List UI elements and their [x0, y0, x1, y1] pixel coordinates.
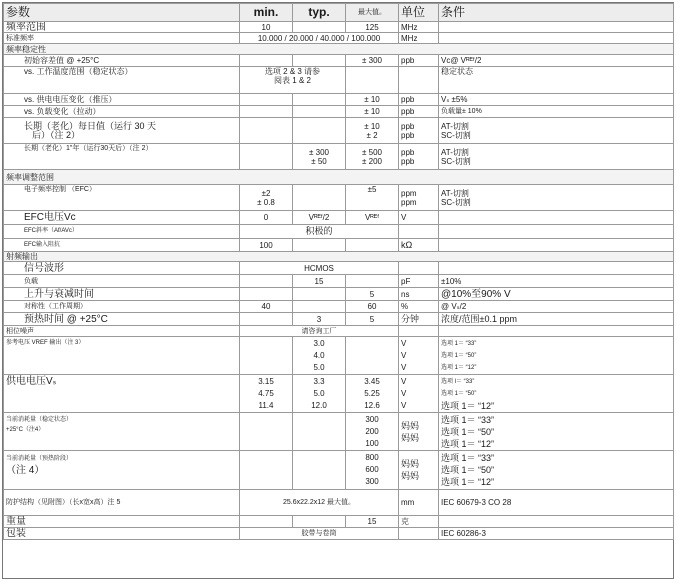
cell-unit-1: ppb [401, 147, 415, 157]
row-label: 防护结构（见附图）（长x宽x高）注 5 [4, 490, 240, 516]
cell-min-1: ±2 [261, 188, 271, 198]
cell-typ-1: ± 300 [309, 147, 329, 157]
row-label: 标准频率 [4, 33, 240, 44]
table-row [4, 288, 674, 301]
row-label: 参考电压 VREF 输出（注 3） [4, 337, 240, 375]
row-label: 信号波形 [4, 262, 240, 275]
header-unit: 单位 [399, 4, 439, 22]
row-label: 长期（老化）1"年（运行30天后）（注 2） [4, 144, 240, 170]
cell-max: Vᴿᴱᶠ [346, 211, 399, 225]
table-row [4, 516, 674, 528]
table-row [4, 225, 674, 239]
row-label-line1: 长期（老化）每日值（运行 30 天 [24, 120, 157, 131]
row-label: EFC斜率（Af/AVc） [4, 225, 240, 239]
row-label: 预热时间 @ +25°C [4, 313, 240, 326]
cell-unit-1: ppb [401, 121, 415, 131]
cell-cond: 浓度/范围±0.1 ppm [439, 313, 674, 326]
table-row [4, 275, 674, 288]
table-row [4, 55, 674, 67]
cell-max-1: ± 500 [362, 147, 382, 157]
table-row [4, 33, 674, 44]
row-label: EFC电压Vc [4, 211, 240, 225]
cell-max-2: 200 [365, 426, 379, 436]
cell-cond-1: 选项 1＝ “33” [441, 414, 495, 425]
cell-cond: IEC 60286-3 [439, 528, 674, 540]
cell-max-2: ± 2 [366, 130, 378, 140]
row-label: 包装 [4, 528, 240, 540]
cell-max: 5 [346, 313, 399, 326]
temp-note-line2: 阅表 1 & 2 [274, 76, 311, 85]
cell-typ: Vᴿᴱᶠ/2 [293, 211, 346, 225]
cell-typ-3: 12.0 [311, 400, 327, 410]
row-label: 频率范围 [4, 22, 240, 33]
cell-cond-2: SC-切割 [441, 130, 471, 140]
row-label: 相位噪声 [4, 326, 240, 337]
cell-unit-1: ppm [401, 188, 417, 198]
table-row [4, 185, 674, 211]
table-row [4, 144, 674, 170]
cell-value: 积极的 [240, 225, 399, 239]
cell-min-2: ± 0.8 [257, 197, 275, 207]
header-min: min. [240, 4, 293, 22]
cell-unit: pF [399, 275, 439, 288]
cell-typ-2: 4.0 [313, 350, 325, 360]
cell-unit-2: V [401, 350, 407, 360]
section-title: 频率稳定性 [4, 44, 674, 55]
cell-value: 请咨询工厂 [240, 326, 399, 337]
row-label: 上升与衰减时间 [4, 288, 240, 301]
cell-min-2: 4.75 [258, 388, 274, 398]
cell-unit: ppb [399, 106, 439, 118]
cell-cond-2: 选项 1＝ “50” [441, 465, 495, 475]
table-row [4, 118, 674, 144]
cell-cond-2: SC-切割 [441, 156, 471, 166]
row-label: vs. 负载变化（拉动） [4, 106, 240, 118]
row-label: vs. 供电电压变化（推压） [4, 94, 240, 106]
cell-max: ±5 [346, 185, 399, 211]
cell-unit-2: ppb [401, 130, 415, 140]
section-row [4, 252, 674, 262]
cell-cond-1: 选项 1＝ “33” [441, 453, 495, 463]
cell-max: ± 10 [346, 106, 399, 118]
header-row [4, 4, 674, 22]
cell-cond-1: AT-切割 [441, 121, 469, 131]
cell-max: 60 [346, 301, 399, 313]
header-param: 参数 [4, 4, 240, 22]
cell-min: 10 [240, 22, 293, 33]
section-row [4, 170, 674, 185]
cell-max-1: 800 [365, 453, 379, 462]
cell-typ-3: 5.0 [313, 362, 325, 372]
cell-min-1: 3.15 [258, 376, 274, 386]
cell-cond-1: AT-切割 [441, 188, 469, 198]
cell-unit-1: V [401, 338, 407, 348]
table-row [4, 106, 674, 118]
cell-cond: 稳定状态 [439, 67, 674, 94]
header-max: 最大值。 [346, 4, 399, 22]
row-label-line1: 当前消耗量（预热阶段） [6, 456, 73, 462]
cell-unit: MHz [399, 33, 439, 44]
table-row [4, 22, 674, 33]
header-typ: typ. [293, 4, 346, 22]
table-row [4, 375, 674, 413]
cell-unit: ppb [399, 94, 439, 106]
cell-unit-2: V [401, 388, 407, 398]
cell-cond [439, 33, 674, 44]
cell-value: 10.000 / 20.000 / 40.000 / 100.000 [240, 33, 399, 44]
cell-unit-2: 妈妈 [401, 432, 420, 443]
cell-max-3: 300 [365, 477, 379, 486]
cell-cond-1: 选项 l＝ “33” [441, 378, 475, 385]
cell-typ: 15 [293, 275, 346, 288]
cell-cond-1: 选项 1＝ “33” [441, 340, 477, 347]
cell-unit: 克 [399, 516, 439, 528]
cell-cond: ±10% [439, 275, 674, 288]
cell-unit: 分钟 [399, 313, 439, 326]
cell-cond: Vс@ Vᴿᴱᶠ/2 [439, 55, 674, 67]
row-label-line2: （注 4） [6, 465, 45, 476]
cell-cond-2: 选项 1＝ “50” [441, 390, 477, 397]
header-cond: 条件 [439, 4, 674, 22]
cell-unit-2: ppm [401, 197, 417, 207]
cell-value: 25.6x22.2x12 最大值。 [240, 490, 399, 516]
cell-cond-3: 选项 1＝ “12” [441, 364, 477, 371]
table-row [4, 94, 674, 106]
cell-unit-1: 妈妈 [401, 420, 420, 431]
cell-cond: Vₛ ±5% [439, 94, 674, 106]
section-title: 射频输出 [4, 252, 674, 262]
row-label: 对称性（工作周期） [4, 301, 240, 313]
table-row [4, 528, 674, 540]
cell-unit-1: V [401, 376, 407, 386]
cell-unit: V [399, 211, 439, 225]
table-row [4, 239, 674, 252]
cell-cond-2: SC-切割 [441, 197, 471, 207]
cell-unit-1: 妈妈 [401, 459, 420, 469]
table-row [4, 313, 674, 326]
cell-max: ± 300 [346, 55, 399, 67]
cell-unit-3: V [401, 400, 407, 410]
spec-sheet [2, 2, 674, 579]
cell-max-3: 12.6 [364, 400, 380, 410]
cell-unit: ns [399, 288, 439, 301]
section-row [4, 44, 674, 55]
cell-unit: MHz [399, 22, 439, 33]
table-row [4, 67, 674, 94]
cell-unit-2: ppb [401, 156, 415, 166]
cell-value: 胶带与卷筒 [240, 528, 399, 540]
cell-typ [293, 22, 346, 33]
cell-min: 0 [240, 211, 293, 225]
cell-max: 125 [346, 22, 399, 33]
cell-typ-2: ± 50 [311, 156, 327, 166]
table-row [4, 451, 674, 490]
cell-max: 15 [346, 516, 399, 528]
cell-max-2: 5.25 [364, 388, 380, 398]
row-label: 负载 [4, 275, 240, 288]
cell-max-1: ± 10 [364, 121, 380, 131]
cell-cond [439, 22, 674, 33]
table-row [4, 337, 674, 375]
cell-cond-1: AT-切割 [441, 147, 469, 157]
cell-cond-2: 选项 1＝ “50” [441, 352, 477, 359]
table-row [4, 490, 674, 516]
cell-typ-1: 3.3 [313, 376, 325, 386]
section-title: 频率调整范围 [4, 170, 674, 185]
table-row [4, 211, 674, 225]
table-row [4, 262, 674, 275]
cell-unit-3: V [401, 362, 407, 372]
cell-unit: % [399, 301, 439, 313]
cell-cond: @10%至90% V [439, 288, 674, 301]
cell-max-2: 600 [365, 465, 379, 474]
cell-cond: IEC 60679-3 CO 28 [439, 490, 674, 516]
cell-max: 5 [346, 288, 399, 301]
row-label: vs. 工作温度范围（稳定状态） [4, 67, 240, 94]
temp-note-line1: 选项 2 & 3 请参 [264, 67, 321, 76]
cell-max-3: 100 [365, 438, 379, 448]
row-label: 供电电压Vₛ [4, 375, 240, 413]
row-label: 电子频率控制 （EFC） [4, 185, 240, 211]
cell-cond-3: 选项 1＝ “12” [441, 477, 495, 487]
spec-table [3, 3, 674, 540]
cell-min: 40 [240, 301, 293, 313]
cell-cond: @ Vₛ/2 [439, 301, 674, 313]
cell-typ: 3 [293, 313, 346, 326]
table-row [4, 326, 674, 337]
cell-typ-1: 3.0 [313, 338, 325, 348]
cell-min: 100 [240, 239, 293, 252]
cell-max-1: 3.45 [364, 376, 380, 386]
cell-unit: kΩ [399, 239, 439, 252]
cell-cond-2: 选项 1＝ “50” [441, 426, 495, 437]
row-label: EFC输入阻抗 [4, 239, 240, 252]
cell-value: HCMOS [240, 262, 399, 275]
cell-max-1: 300 [365, 414, 379, 424]
cell-max-2: ± 200 [362, 156, 382, 166]
cell-max: ± 10 [346, 94, 399, 106]
row-label: 重量 [4, 516, 240, 528]
row-label-line2: 后）（注 2） [32, 129, 81, 140]
cell-unit-2: 妈妈 [401, 471, 420, 481]
cell-typ-2: 5.0 [313, 388, 325, 398]
row-label-line2: +25°C（注4） [6, 427, 45, 433]
cell-cond-3: 选项 1＝ “12” [441, 400, 495, 411]
table-row [4, 301, 674, 313]
cell-unit: mm [399, 490, 439, 516]
cell-cond-3: 选项 1＝ “12” [441, 438, 495, 449]
row-label: 初始容差值 @ +25°C [4, 55, 240, 67]
cell-min-3: 11.4 [258, 400, 274, 410]
cell-cond: 负载量± 10% [439, 106, 674, 118]
table-row [4, 413, 674, 451]
cell-unit: ppb [399, 55, 439, 67]
row-label-line1: 当前消耗量（稳定状态） [6, 417, 73, 423]
